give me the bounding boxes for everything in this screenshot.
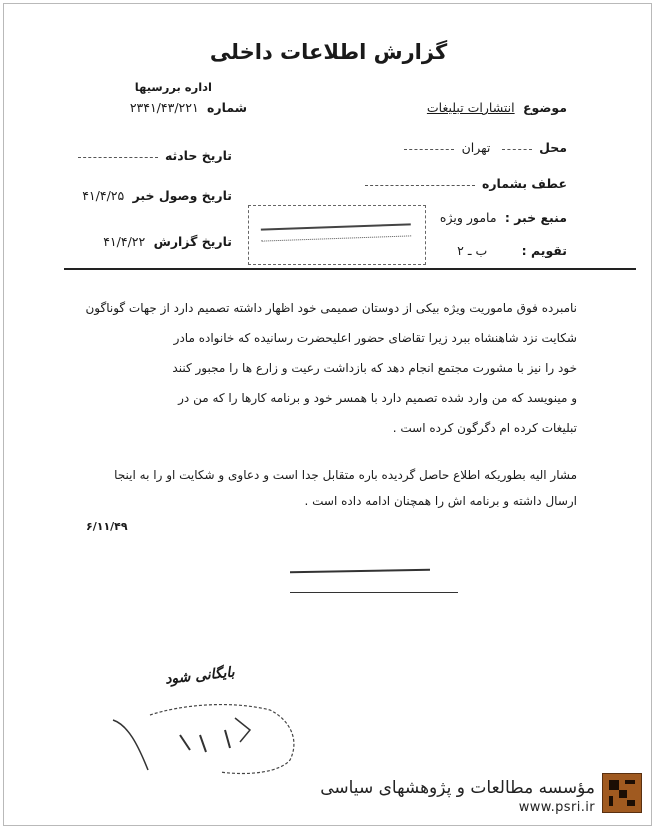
body-line-2: شکایت نزد شاهنشاه ببرد زیرا تقاضای حضور اعلیحضرت رسانیده که خانواده مادر: [173, 331, 577, 345]
subject-field: [427, 100, 567, 115]
body-second-line-1: مشار الیه بطوریکه اطلاع حاصل گردیده باره متقابل جدا است و دعاوی و شکایت او را به اینجا: [114, 468, 577, 482]
place-field: [401, 140, 567, 155]
corner-mark-icon: [108, 715, 168, 775]
number-field: [130, 100, 247, 115]
following-dots: [365, 184, 475, 186]
body-line-4: و مینویسد که من وارد شده تصمیم دارد با همسر خود و برنامه کارها را که من در: [178, 391, 577, 405]
header-divider: [64, 268, 636, 270]
handwritten-note: بایگانی شود: [164, 664, 236, 688]
body-paragraph-second: [57, 462, 577, 514]
report-date-label: تاریخ گزارش: [153, 234, 232, 249]
event-date-field: [75, 148, 232, 163]
office-name: اداره بررسیها: [134, 80, 212, 94]
stamp-scribble: [261, 223, 411, 241]
number-value: ۲۳۴۱/۴۳/۲۲۱: [129, 100, 199, 115]
body-line-1: نامبرده فوق ماموریت ویژه بیکی از دوستان صمیمی خود اظهار داشته تصمیم دارد از جهات گوناگون: [85, 301, 577, 315]
body-line-5: تبلیغات کرده ام دگرگون کرده است .: [392, 421, 577, 435]
rating-value: ب ـ ۲: [457, 243, 488, 258]
following-field: [362, 176, 567, 191]
event-date-label: تاریخ حادثه: [164, 148, 232, 163]
place-value: تهران: [461, 140, 491, 155]
reference-number: ۶/۱۱/۴۹: [86, 520, 128, 533]
number-label: شماره: [207, 100, 247, 115]
body-paragraph: [57, 293, 577, 443]
signature-underline: [290, 592, 458, 593]
institution-logo-icon: [602, 773, 642, 813]
place-dots-end: [404, 148, 454, 150]
receipt-date-value: ۴۱/۴/۲۵: [82, 188, 125, 203]
receipt-date-label: تاریخ وصول خبر: [132, 188, 232, 203]
report-date-field: [103, 234, 232, 249]
rating-label: تقویم :: [521, 243, 567, 258]
following-label: عطف بشماره: [481, 176, 567, 191]
source-value: مامور ویژه: [439, 210, 497, 225]
signature-stroke: [290, 569, 430, 573]
place-label: محل: [539, 140, 567, 155]
source-field: [440, 210, 567, 225]
document-title: گزارش اطلاعات داخلی: [209, 40, 448, 64]
place-dots: [502, 148, 532, 150]
subject-label: موضوع: [522, 100, 567, 115]
report-date-value: ۴۱/۴/۲۲: [103, 234, 146, 249]
institution-url: www.psri.ir: [518, 800, 595, 815]
rating-field: [457, 243, 567, 258]
institution-name: مؤسسه مطالعات و پژوهشهای سیاسی: [320, 778, 595, 798]
body-second-line-2: ارسال داشته و برنامه اش را همچنان ادامه داده است .: [304, 494, 577, 508]
handwritten-scribble-icon: [140, 690, 340, 780]
stamp-box: [248, 205, 426, 265]
body-line-3: خود را نیز با مشورت مجتمع انجام دهد که بازداشت رعیت و زارع ها را مجبور کنند: [172, 361, 577, 375]
receipt-date-field: [82, 188, 232, 203]
subject-value: انتشارات تبلیغات: [426, 100, 515, 115]
footer: [320, 778, 595, 815]
event-date-dots: [78, 156, 158, 158]
source-label: منبع خبر :: [504, 210, 567, 225]
